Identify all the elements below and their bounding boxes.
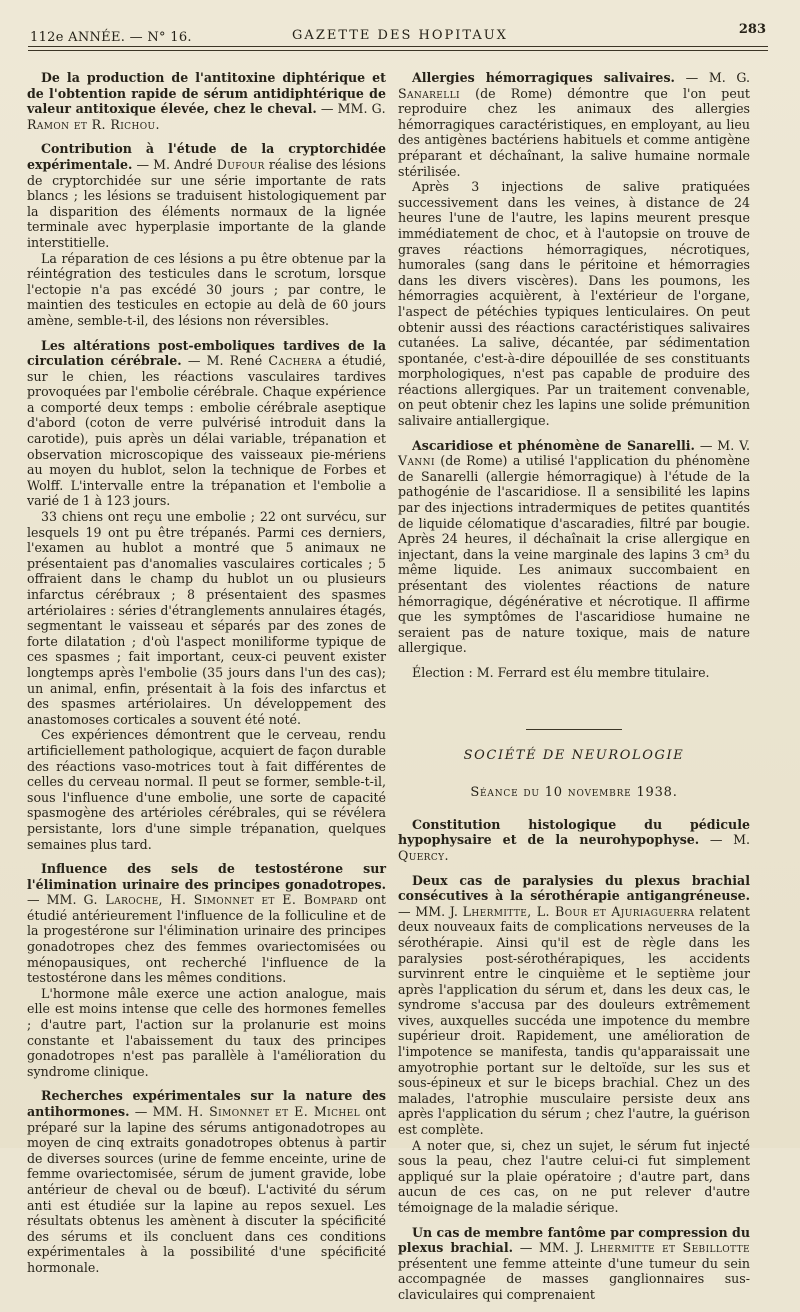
article-paragraph: Après 3 injections de salive pratiquées successivement dans les veines, à distance de 24 heures l'une de l'autre, les lapins meurent presque immédiatement de choc, et à l'autopsie on trouve de graves réactions hémorragiques, nécrotiques, humorales (sang dans le péritoine et hémorragies dans les divers viscères). Dans les poumons, les hémorragies acquièrent, à l'extérieur de l'organe, l'aspect de pétéchies typiques lenticulaires. On peut obtenir aussi des réactions caractéristiques salivaires cutanées. La salive, décantée, par sédimentation spontanée, c'est-à-dire dépouillée de ses constituants morphologiques, n'est pas capable de produire des réactions allergiques. Par un traitement convenable, on peut obtenir chez les lapins une solide prémunition salivaire antiallergique. — [398, 179, 750, 429]
article — [27, 338, 386, 853]
article-title: Influence des sels de testostérone sur l'élimination urinaire des principes gonadotropes. — [27, 861, 386, 892]
article-lead — [27, 70, 386, 132]
journal-title: GAZETTE DES HOPITAUX — [292, 28, 508, 43]
article — [398, 70, 750, 429]
article-authors: Dufour — [216, 156, 265, 172]
article-author-prefix: — M. G. — [674, 70, 750, 85]
right-column-articles — [398, 70, 750, 656]
article-lead — [27, 861, 386, 986]
article-lead — [398, 1225, 750, 1303]
article-author-prefix: — M. René — [181, 353, 269, 369]
article-authors: Quercy. — [398, 847, 449, 863]
article — [398, 873, 750, 1216]
article — [27, 861, 386, 1079]
article — [398, 438, 750, 656]
article-paragraph: Ces expériences démontrent que le cerveau, rendu artificiellement pathologique, acquiert de façon durable des réactions vaso-motrices tout à fait différentes de celles du cerveau normal. Il peut se former, semble-t-il, sous l'influence d'une embolie, une sorte de capacité spasmogène des artérioles cérébrales, qui se révélera persistante, lors d'une simple trépanation, quelques semaines plus tard. — [27, 727, 386, 852]
article-title: Recherches expérimentales sur la nature des antihormones. — [27, 1088, 386, 1119]
article-authors: Sanarelli — [398, 85, 460, 101]
election-notice: Élection : M. Ferrard est élu membre titulaire. — [412, 664, 710, 680]
article-title: Ascaridiose et phénomène de Sanarelli. — [412, 437, 695, 453]
article — [27, 70, 386, 132]
article-text: ont étudié antérieurement l'influence de la folliculine et de la progestérone sur l'élimination urinaire des principes gonadotropes chez des femmes ovariectomisées ou ménopausiques, ont recherché l'influence de la testostérone dans les mêmes conditions. — [27, 892, 386, 986]
article-title: Contribution à l'étude de la cryptorchidée expérimentale. — [27, 141, 386, 172]
article-title: Deux cas de paralysies du plexus brachial consécutives à la sérothérapie antigangréneuse. — [398, 872, 750, 904]
article-text: réalise des lésions de cryptorchidée sur une série importante de rats blancs ; les lésions se traduisent histologiquement par la disparition des éléments normaux de la lignée terminale avec hyperplasie importante de la glande interstitielle. — [27, 156, 386, 250]
article-paragraph: La réparation de ces lésions a pu être obtenue par la réintégration des testicules dans le scrotum, lorsque l'ectopie n'a pas excédé 30 jours ; par contre, le maintien des testicules en ectopie au delà de 60 jours amène, semble-t-il, des lésions non réversibles. — [27, 250, 386, 328]
article-authors: Lhermitte et Sebillotte — [590, 1240, 750, 1256]
article-title: Les altérations post-emboliques tardives de la circulation cérébrale. — [27, 337, 386, 369]
article-lead — [398, 70, 750, 179]
article — [27, 1088, 386, 1275]
society-heading: SOCIÉTÉ DE NEUROLOGIE — [463, 747, 685, 763]
article-lead — [398, 817, 750, 864]
article-author-prefix: — M. — [699, 832, 750, 848]
article-text: (de Rome) a utilisé l'application du phénomène de Sanarelli (allergie hémorragique) à l'étude de la pathogénie de l'ascaridiose. Il a sensibilité les lapins par des injections intradermiques de petites quantités de liquide célomatique d'ascaradies, filtré par bougie. Après 24 heures, il déchaînait la crise allergique en injectant, dans la veine marginale des lapins 3 cm³ du même liquide. Les animaux succombaient en présentant des violentes réactions de nature hémorragique, dégénérative et nécrotique. Il affirme que les symptômes de l'ascaridiose humaine ne seraient pas de nature toxique, mais de nature allergique. — [398, 453, 750, 656]
article-lead — [27, 1088, 386, 1275]
article-lead — [398, 438, 750, 656]
article — [398, 817, 750, 864]
article-title: Un cas de membre fantôme par compression du plexus brachial. — [398, 1224, 750, 1256]
article — [27, 141, 386, 328]
article-author-prefix: — MM. — [316, 101, 372, 117]
page-number: 283 — [738, 22, 766, 37]
article-title: De la production de l'antitoxine diphtérique et de l'obtention rapide de sérum antidiphtérique de valeur antitoxique élevée, chez le cheval. — [27, 70, 386, 117]
issue-info: 112e ANNÉE. — N° 16. — [30, 30, 192, 45]
article-title: Constitution histologique du pédicule hypophysaire et de la neurohypophyse. — [398, 816, 750, 848]
article-author-prefix: — MM. — [129, 1104, 188, 1119]
article-author-prefix: — MM. J. — [513, 1240, 591, 1256]
article-authors: G. Ramon et R. Richou. — [27, 101, 386, 132]
article-author-prefix: — M. André — [132, 156, 217, 172]
article-lead — [27, 338, 386, 510]
article-authors: G. Laroche, H. Simonnet et E. Bompard — [83, 892, 359, 908]
left-column — [27, 70, 386, 1285]
society-heading-block — [398, 729, 750, 764]
article-author-prefix: — MM. J. — [398, 903, 463, 919]
article-paragraph: L'hormone mâle exerce une action analogue, mais elle est moins intense que celle des hormones femelles ; d'autre part, l'action sur la prolanurie est moins constante et l'abaissement du taux des principes gonadotropes n'est pas parallèle à l'amélioration du syndrome clinique. — [27, 985, 386, 1079]
neurology-articles — [398, 817, 750, 1303]
article-text: relatent deux nouveaux faits de complications nerveuses de la sérothérapie. Ainsi qu'il est de règle dans les paralysies post-sérothérapiques, les accidents survinrent entre le cinquième et le septième jour après l'application du sérum et, dans les deux cas, le syndrome s'accusa par des douleurs extrêmement vives, auxquelles succéda une impotence du membre supérieur droit. Rapidement, une amélioration de l'impotence se manifesta, tandis qu'apparaissait une amyotrophie portant sur le deltoïde, sur les sus et sous-épineux et sur le biceps brachial. Chez un des malades, l'atrophie musculaire persiste deux ans après l'application du sérum ; chez l'autre, la guérison est complète. — [398, 903, 750, 1138]
seance-date: Séance du 10 novembre 1938. — [470, 785, 678, 801]
section-divider — [526, 729, 622, 730]
header-rule-2 — [28, 50, 768, 51]
article-paragraph: A noter que, si, chez un sujet, le sérum fut injecté sous la peau, chez l'autre celui-ci fut simplement appliqué sur la plaie opératoire ; d'autre part, dans aucun de ces cas, on ne put relever d'autre témoignage de la maladie sérique. — [398, 1137, 750, 1215]
article-text: a étudié, sur le chien, les réactions vasculaires tardives provoquées par l'embolie cérébrale. Chaque expérience a comporté deux temps : embolie cérébrale aseptique d'abord (coton de verre pulvérisé introduit dans la carotide), puis après un délai variable, trépanation et observation microscopique des vaisseaux pie-mériens au moyen du hublot, selon la technique de Forbes et Wolff. L'intervalle entre la trépanation et l'embolie a varié de 1 à 123 jours. — [27, 353, 386, 509]
header-rule — [28, 46, 768, 47]
right-column — [398, 70, 750, 1312]
page-header — [30, 22, 770, 44]
article-lead — [398, 873, 750, 1138]
article-text: (de Rome) démontre que l'on peut reproduire chez les animaux des allergies hémorragiques caractéristiques, en employant, au lieu des antigènes bactériens habituels et comme antigène préparant et déchaînant, la salive humaine normale stérilisée. — [398, 85, 750, 179]
article-authors: H. Simonnet et E. Michel — [187, 1104, 360, 1119]
article-authors: Lhermitte, L. Bour et Ajuriaguerra — [462, 903, 695, 919]
article-text: présentent une femme atteinte d'une tumeur du sein accompagnée de masses ganglionnaires sus-claviculaires qui comprenaient — [398, 1255, 750, 1302]
article — [398, 1225, 750, 1303]
article-lead — [27, 141, 386, 250]
article-author-prefix: — M. V. — [694, 437, 750, 453]
article-paragraph: 33 chiens ont reçu une embolie ; 22 ont survécu, sur lesquels 19 ont pu être trépanés. Parmi ces derniers, l'examen au hublot a montré que 5 animaux ne présentaient pas d'anomalies vasculaires corticales ; 5 offraient dans le champ du hublot un ou plusieurs infarctus cérébraux ; 8 présentaient des spasmes artériolaires : séries d'étranglements annulaires étagés, segmentant le vaisseau et séparés par des zones de forte dilatation ; d'où l'aspect moniliforme typique de ces spasmes ; fait important, ceux-ci peuvent exister longtemps après l'embolie (35 jours dans l'un des cas); un animal, enfin, présentait à la fois des infarctus et des spasmes artériolaires. Un développement des anastomoses corticales a souvent été noté. — [27, 509, 386, 727]
article-title: Allergies hémorragiques salivaires. — [412, 70, 675, 85]
article-text: ont préparé sur la lapine des sérums antigonadotropes au moyen de cinq extraits gonadotropes obtenus à partir de diverses sources (urine de femme enceinte, urine de femme ovariectomisée, sérum de jument gravide, lobe antérieur de cheval ou de bœuf). L'activité du sérum anti est étudiée sur la lapine au repos sexuel. Les résultats obtenus les amènent à discuter la spécificité des sérums et ils concluent dans ces conditions expérimentales à la possibilité d'une spécificité hormonale. — [27, 1104, 386, 1275]
article-authors: Vanni — [398, 453, 435, 469]
article-authors: Cachera — [268, 353, 322, 369]
article-author-prefix: — MM. — [27, 892, 84, 908]
